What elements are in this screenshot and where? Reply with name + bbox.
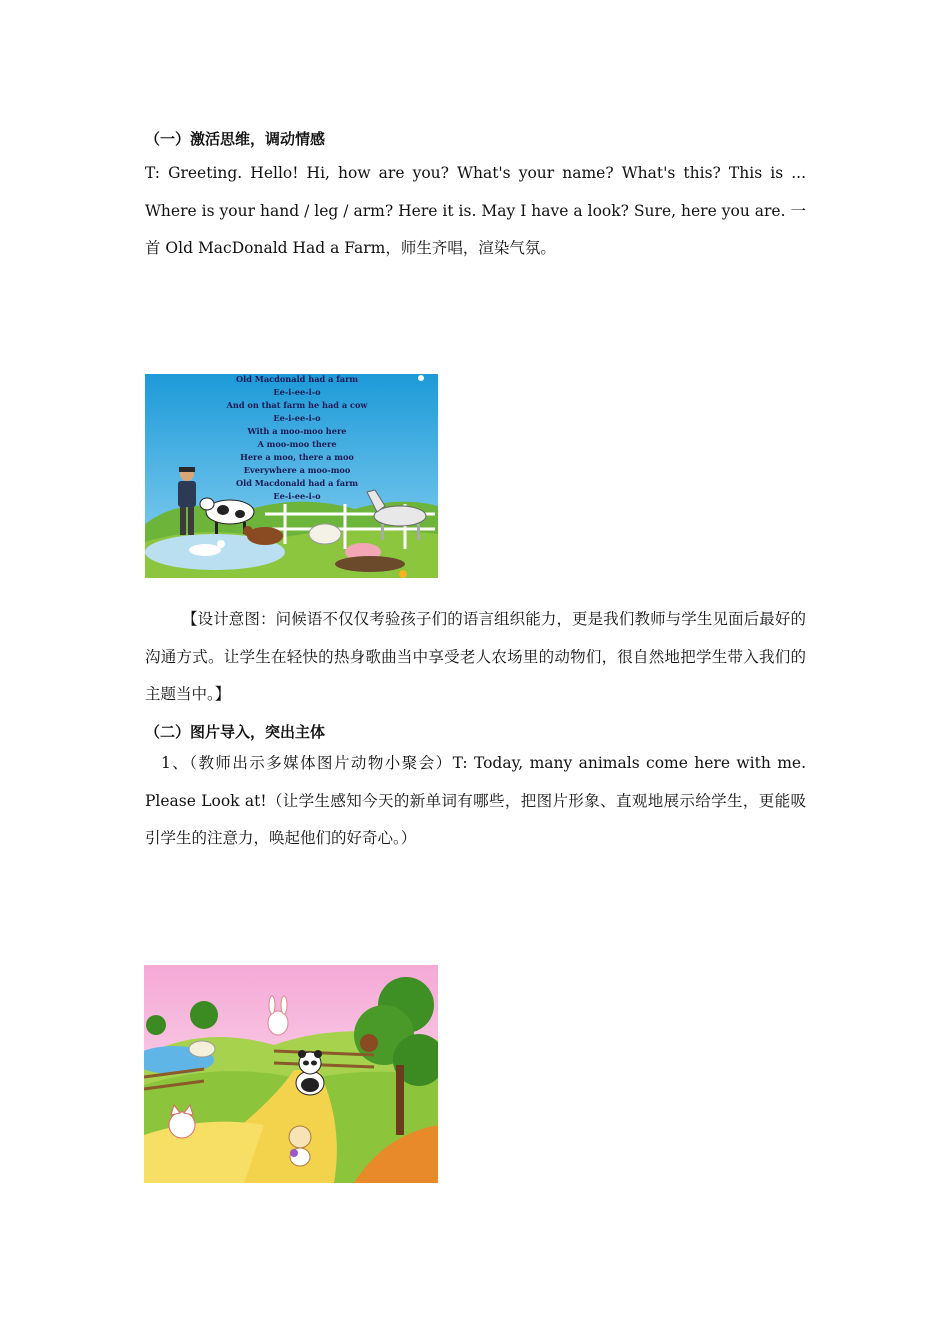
design-intent-paragraph: 【设计意图：问候语不仅仅考验孩子们的语言组织能力，更是我们教师与学生见面后最好的沟通方式。让学生在轻快的热身歌曲当中享受老人农场里的动物们，很自然地把学生带入我们的主题当中。】 <box>145 610 806 703</box>
lyric-line: Ee-i-ee-i-o <box>273 491 321 501</box>
lyric-line: Old Macdonald had a farm <box>235 374 359 384</box>
section1-heading: （一）激活思维，调动情感 <box>145 130 326 148</box>
lyric-line: Here a moo, there a moo <box>240 452 354 462</box>
section2-heading: （二）图片导入，突出主体 <box>145 723 326 741</box>
lyric-line: Ee-i-ee-i-o <box>273 387 321 397</box>
lyric-line: Everywhere a moo-moo <box>243 465 351 475</box>
farm-song-image <box>145 374 438 578</box>
lyric-line: And on that farm he had a cow <box>226 400 368 410</box>
lyric-line: A moo-moo there <box>257 439 337 449</box>
section2-paragraph: 1、（教师出示多媒体图片动物小聚会）T: Today, many animals come here with me. Please Look at!（让学生感知今天的新单词有哪些，把图片形象、直观地展示给学生，更能吸引学生的注意力，唤起他们的好奇心。） <box>145 754 806 847</box>
section1-paragraph: T: Greeting. Hello! Hi, how are you? What's your name? What's this? This is ... Where is your hand / leg / arm? Here it is. May I have a look? Sure, here you are. 一首 Old MacDonald Had a Farm，师生齐唱，渲染气氛。 <box>145 164 806 257</box>
lyric-line: With a moo-moo here <box>247 426 347 436</box>
lyric-line: Old Macdonald had a farm <box>235 478 359 488</box>
lyric-line: Ee-i-ee-i-o <box>273 413 321 423</box>
animal-party-image <box>144 965 438 1183</box>
